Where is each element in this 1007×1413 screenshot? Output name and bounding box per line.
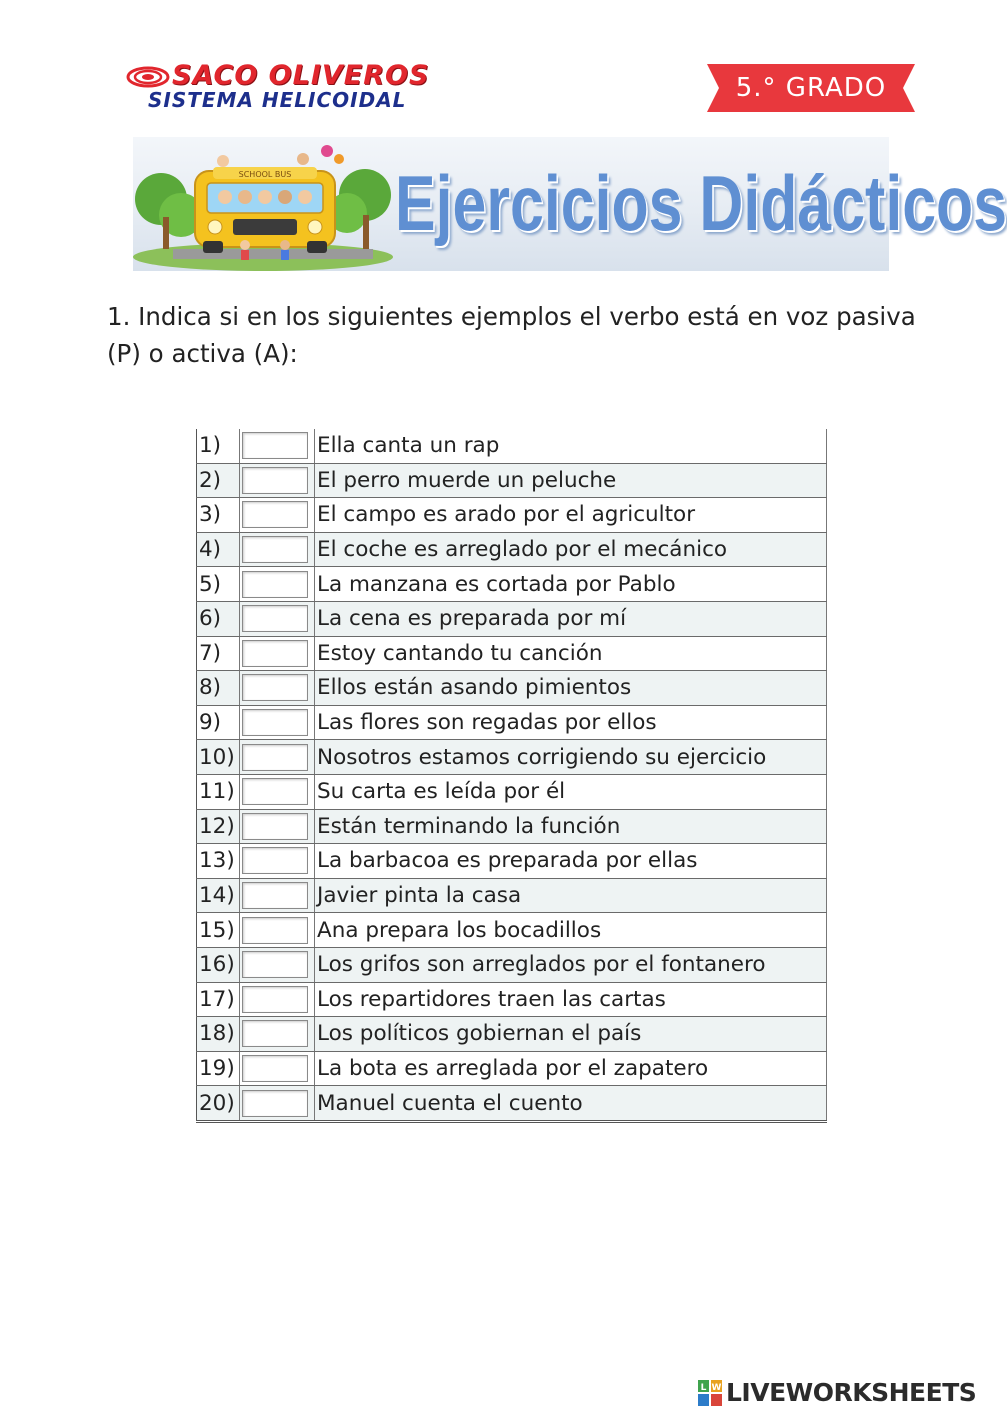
exercise-table-body xyxy=(197,429,827,1121)
brand-name: LIVEWORKSHEETS xyxy=(726,1378,977,1407)
answer-input[interactable] xyxy=(242,640,308,667)
sentence-text: Los políticos gobiernan el país xyxy=(315,1017,827,1052)
table-row xyxy=(197,740,827,775)
item-number: 5) xyxy=(197,567,240,602)
answer-input[interactable] xyxy=(242,605,308,632)
table-row xyxy=(197,567,827,602)
item-number: 4) xyxy=(197,532,240,567)
sentence-text: Nosotros estamos corrigiendo su ejercicio xyxy=(315,740,827,775)
bus-sign: SCHOOL BUS xyxy=(238,170,292,179)
answer-input[interactable] xyxy=(242,432,308,459)
item-number: 1) xyxy=(197,429,240,463)
answer-input[interactable] xyxy=(242,813,308,840)
header-banner xyxy=(133,137,1007,271)
table-row xyxy=(197,636,827,671)
table-row xyxy=(197,463,827,498)
answer-input[interactable] xyxy=(242,536,308,563)
table-row xyxy=(197,878,827,913)
answer-input[interactable] xyxy=(242,709,308,736)
item-number: 15) xyxy=(197,913,240,948)
item-number: 7) xyxy=(197,636,240,671)
answer-input[interactable] xyxy=(242,1055,308,1082)
sentence-text: La bota es arreglada por el zapatero xyxy=(315,1051,827,1086)
table-row xyxy=(197,705,827,740)
answer-cell xyxy=(240,844,315,879)
answer-input[interactable] xyxy=(242,986,308,1013)
table-row xyxy=(197,982,827,1017)
table-row xyxy=(197,498,827,533)
grade-label: 5.° GRADO xyxy=(735,73,887,103)
item-number: 3) xyxy=(197,498,240,533)
item-number: 19) xyxy=(197,1051,240,1086)
sentence-text: La barbacoa es preparada por ellas xyxy=(315,844,827,879)
answer-input[interactable] xyxy=(242,1090,308,1117)
answer-cell xyxy=(240,601,315,636)
answer-cell xyxy=(240,1051,315,1086)
item-number: 20) xyxy=(197,1086,240,1122)
sentence-text: Estoy cantando tu canción xyxy=(315,636,827,671)
banner-title: Ejercicios Didácticos xyxy=(395,159,1007,247)
answer-input[interactable] xyxy=(242,917,308,944)
answer-cell xyxy=(240,671,315,706)
item-number: 2) xyxy=(197,463,240,498)
item-number: 8) xyxy=(197,671,240,706)
sentence-text: Ella canta un rap xyxy=(315,429,827,463)
table-row xyxy=(197,774,827,809)
sentence-text: Javier pinta la casa xyxy=(315,878,827,913)
table-row xyxy=(197,947,827,982)
table-row xyxy=(197,532,827,567)
logo-title: SACO OLIVEROS xyxy=(172,60,430,91)
sentence-text: Manuel cuenta el cuento xyxy=(315,1086,827,1122)
answer-input[interactable] xyxy=(242,882,308,909)
item-number: 17) xyxy=(197,982,240,1017)
answer-input[interactable] xyxy=(242,467,308,494)
item-number: 6) xyxy=(197,601,240,636)
table-row xyxy=(197,809,827,844)
answer-cell xyxy=(240,1017,315,1052)
table-row xyxy=(197,913,827,948)
answer-input[interactable] xyxy=(242,1020,308,1047)
answer-cell xyxy=(240,636,315,671)
answer-cell xyxy=(240,740,315,775)
sentence-text: El campo es arado por el agricultor xyxy=(315,498,827,533)
table-row xyxy=(197,844,827,879)
sentence-text: El coche es arreglado por el mecánico xyxy=(315,532,827,567)
table-row xyxy=(197,1086,827,1122)
table-row xyxy=(197,1017,827,1052)
answer-cell xyxy=(240,463,315,498)
table-row xyxy=(197,671,827,706)
answer-cell xyxy=(240,705,315,740)
answer-cell xyxy=(240,532,315,567)
sentence-text: Los repartidores traen las cartas xyxy=(315,982,827,1017)
sentence-text: Las flores son regadas por ellos xyxy=(315,705,827,740)
swirl-logo-icon xyxy=(126,64,170,90)
item-number: 18) xyxy=(197,1017,240,1052)
item-number: 16) xyxy=(197,947,240,982)
answer-cell xyxy=(240,878,315,913)
icon-letter-w: W xyxy=(711,1383,722,1393)
sentence-text: Están terminando la función xyxy=(315,809,827,844)
answer-input[interactable] xyxy=(242,847,308,874)
item-number: 14) xyxy=(197,878,240,913)
answer-input[interactable] xyxy=(242,501,308,528)
logo-subtitle: SISTEMA HELICOIDAL xyxy=(148,88,407,112)
answer-input[interactable] xyxy=(242,951,308,978)
item-number: 9) xyxy=(197,705,240,740)
table-row xyxy=(197,1051,827,1086)
sentence-text: La cena es preparada por mí xyxy=(315,601,827,636)
answer-cell xyxy=(240,1086,315,1122)
sentence-text: La manzana es cortada por Pablo xyxy=(315,567,827,602)
item-number: 13) xyxy=(197,844,240,879)
icon-letter-l: L xyxy=(700,1383,707,1393)
answer-cell xyxy=(240,913,315,948)
sentence-text: El perro muerde un peluche xyxy=(315,463,827,498)
answer-cell xyxy=(240,947,315,982)
table-row xyxy=(197,601,827,636)
answer-cell xyxy=(240,982,315,1017)
sentence-text: Ana prepara los bocadillos xyxy=(315,913,827,948)
liveworksheets-logo-icon xyxy=(698,1380,722,1406)
answer-input[interactable] xyxy=(242,778,308,805)
answer-input[interactable] xyxy=(242,571,308,598)
school-bus-illustration xyxy=(133,137,403,271)
item-number: 12) xyxy=(197,809,240,844)
grade-ribbon xyxy=(707,64,915,112)
answer-cell xyxy=(240,774,315,809)
exercise-table xyxy=(196,429,827,1123)
answer-input[interactable] xyxy=(242,744,308,771)
answer-cell xyxy=(240,809,315,844)
table-row xyxy=(197,429,827,463)
answer-cell xyxy=(240,498,315,533)
item-number: 11) xyxy=(197,774,240,809)
exercise-instruction: 1. Indica si en los siguientes ejemplos el verbo está en voz pasiva (P) o activa (A): xyxy=(107,302,916,368)
answer-input[interactable] xyxy=(242,674,308,701)
answer-cell xyxy=(240,429,315,463)
item-number: 10) xyxy=(197,740,240,775)
sentence-text: Los grifos son arreglados por el fontanero xyxy=(315,947,827,982)
sentence-text: Ellos están asando pimientos xyxy=(315,671,827,706)
saco-oliveros-logo xyxy=(122,58,452,114)
sentence-text: Su carta es leída por él xyxy=(315,774,827,809)
answer-cell xyxy=(240,567,315,602)
